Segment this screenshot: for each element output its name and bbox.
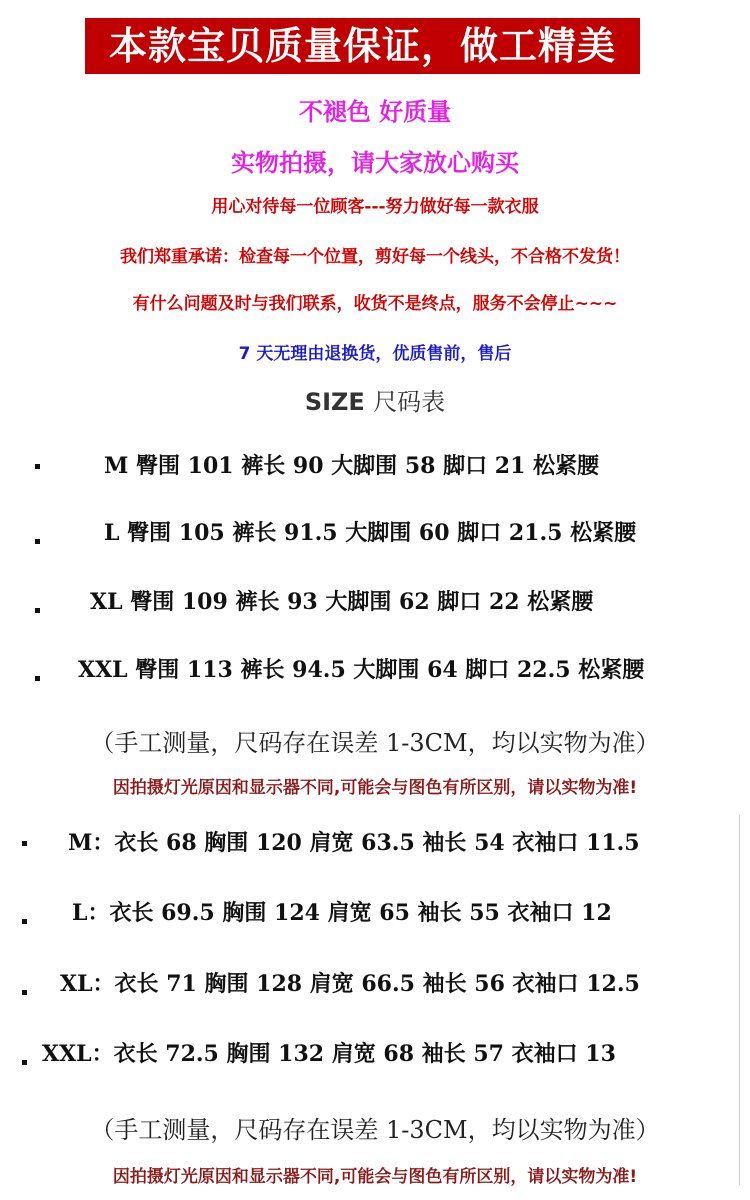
size-title-en: SIZE: [304, 388, 365, 416]
table-row: [0, 1034, 750, 1074]
table-row: [0, 823, 750, 863]
bullet-icon: [22, 841, 27, 846]
pants-size-m: M 臀围 101 裤长 90 大脚围 58 脚口 21 松紧腰: [104, 453, 600, 479]
tagline-contact: 有什么问题及时与我们联系，收货不是终点，服务不会停止~~~: [132, 294, 618, 314]
bullet-icon: [35, 608, 40, 613]
color-disclaimer-2: 因拍摄灯光原因和显示器不同,可能会与图色有所区别，请以实物为准!: [112, 1167, 638, 1187]
banner-title: 本款宝贝质量保证，做工精美: [85, 18, 640, 74]
bullet-icon: [35, 676, 40, 681]
table-row: [0, 513, 750, 553]
bullet-icon: [22, 919, 27, 924]
bullet-icon: [22, 1060, 27, 1065]
tagline-real-photo: 实物拍摄，请大家放心购买: [231, 148, 519, 177]
tagline-quality: 不褪色 好质量: [298, 97, 452, 126]
measure-note-2: （手工测量，尺码存在误差 1-3CM，均以实物为准）: [90, 1116, 660, 1144]
pants-size-l: L 臀围 105 裤长 91.5 大脚围 60 脚口 21.5 松紧腰: [104, 520, 637, 546]
top-size-xl: XL：衣长 71 胸围 128 肩宽 66.5 袖长 56 衣袖口 12.5: [60, 971, 640, 997]
top-size-m: M：衣长 68 胸围 120 肩宽 63.5 袖长 54 衣袖口 11.5: [68, 830, 640, 856]
size-title-cn: 尺码表: [373, 388, 446, 416]
tagline-care: 用心对待每一位顾客---努力做好每一款衣服: [211, 197, 539, 217]
color-disclaimer: 因拍摄灯光原因和显示器不同,可能会与图色有所区别，请以实物为准!: [112, 778, 638, 798]
table-row: [0, 582, 750, 622]
bullet-icon: [22, 990, 27, 995]
measure-note: （手工测量，尺码存在误差 1-3CM，均以实物为准）: [90, 729, 660, 757]
table-row: [0, 893, 750, 933]
bullet-icon: [35, 464, 40, 469]
table-row: [0, 964, 750, 1004]
table-row: [0, 650, 750, 690]
pants-size-xxl: XXL 臀围 113 裤长 94.5 大脚围 64 脚口 22.5 松紧腰: [78, 657, 645, 683]
top-size-xxl: XXL：衣长 72.5 胸围 132 肩宽 68 袖长 57 衣袖口 13: [42, 1041, 616, 1067]
bullet-icon: [35, 539, 40, 544]
tagline-return-policy: 7 天无理由退换货，优质售前，售后: [238, 344, 512, 364]
top-size-l: L：衣长 69.5 胸围 124 肩宽 65 袖长 55 衣袖口 12: [72, 900, 612, 926]
pants-size-xl: XL 臀围 109 裤长 93 大脚围 62 脚口 22 松紧腰: [90, 589, 594, 615]
table-row: [0, 446, 750, 486]
tagline-promise: 我们郑重承诺：检查每一个位置，剪好每一个线头，不合格不发货！: [120, 247, 630, 267]
size-table-title: [0, 382, 750, 417]
